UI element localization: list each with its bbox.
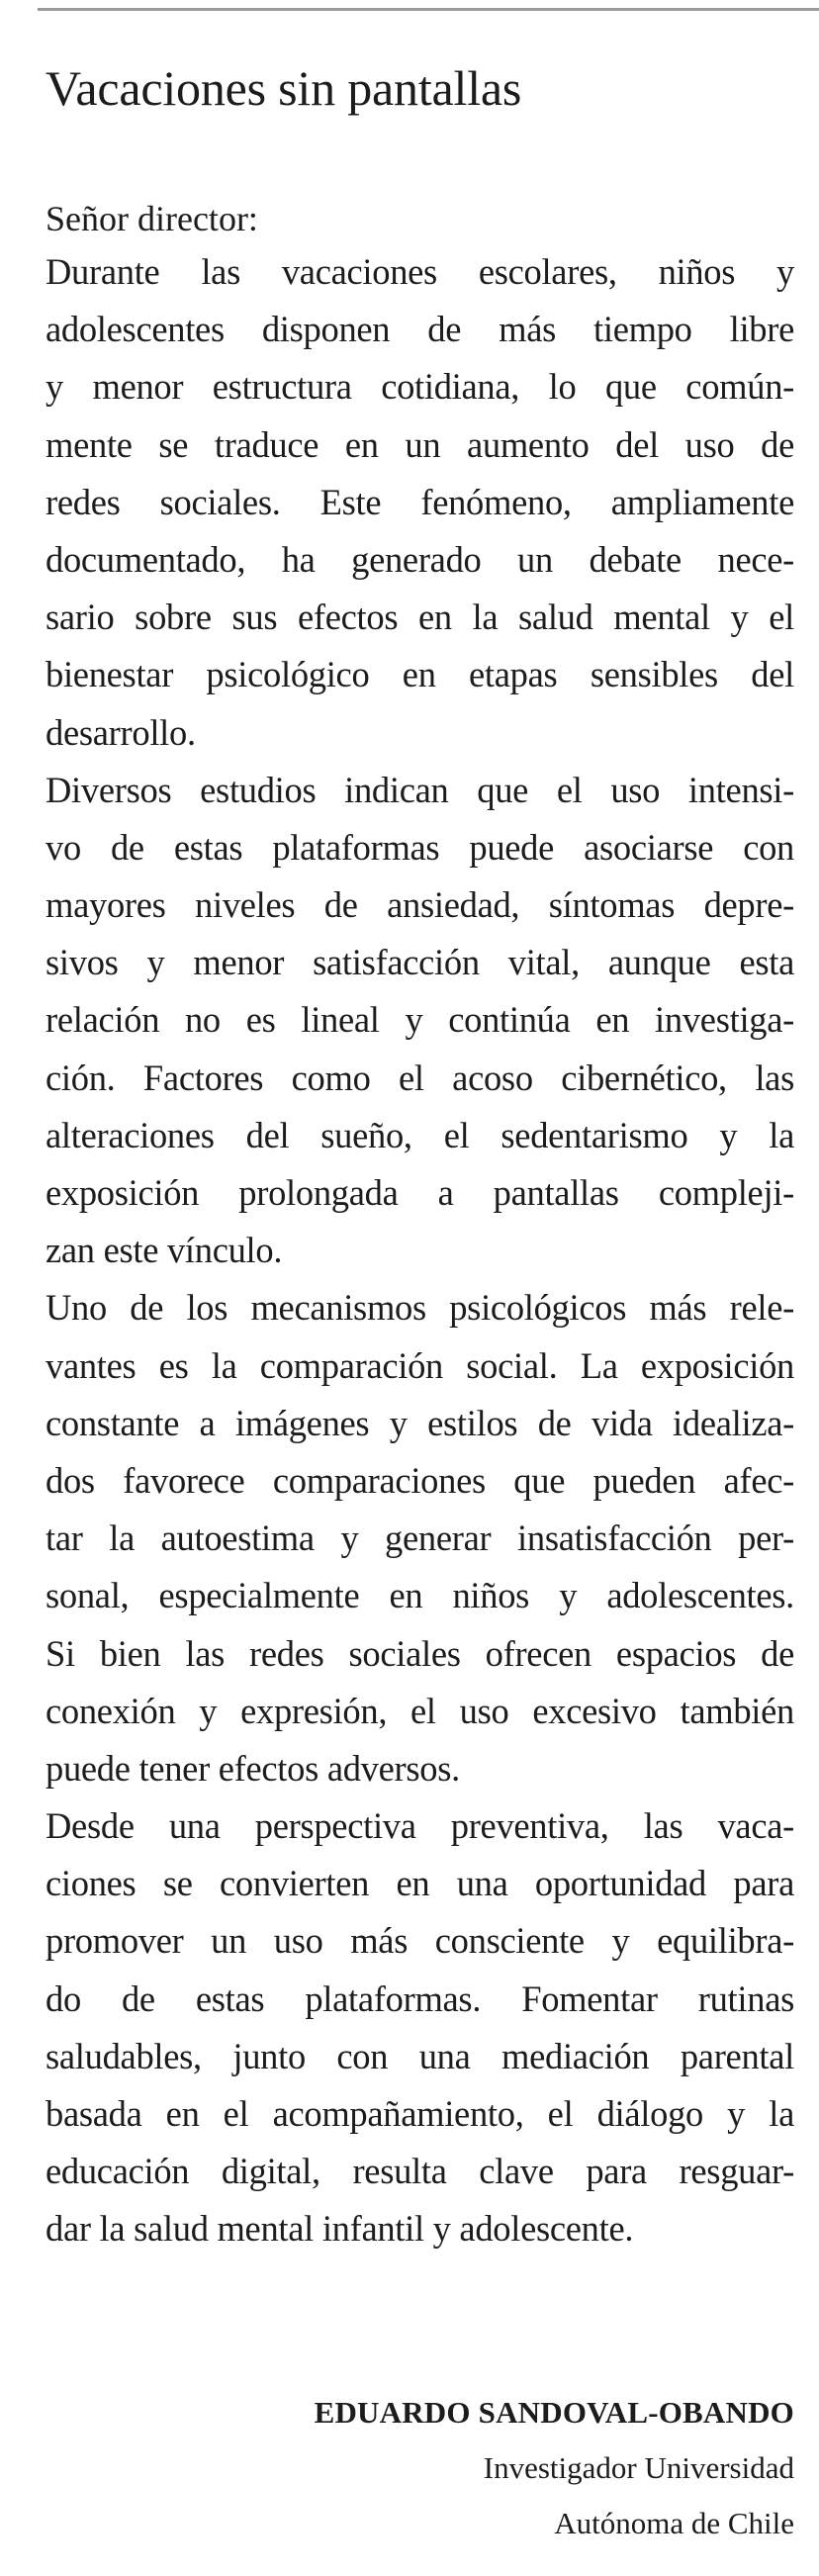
paragraph-line: redes sociales. Este fenómeno, ampliamente — [46, 481, 794, 522]
letter-paragraph — [46, 243, 794, 762]
letter-body — [46, 243, 794, 2258]
paragraph-line: do de estas plataformas. Fomentar rutinas — [46, 1978, 794, 2019]
paragraph-line: documentado, ha generado un debate nece- — [46, 538, 794, 580]
paragraph-line: sario sobre sus efectos en la salud mental y el — [46, 597, 794, 638]
paragraph-line: vo de estas plataformas puede asociarse con — [46, 826, 794, 868]
paragraph-line: educación digital, resulta clave para resguar- — [46, 2151, 794, 2192]
paragraph-line: dar la salud mental infantil y adolescente. — [46, 2208, 634, 2250]
paragraph-line: y menor estructura cotidiana, lo que común- — [46, 366, 794, 408]
paragraph-line: exposición prolongada a pantallas compleji- — [46, 1172, 794, 1213]
author-affiliation: Autónoma de Chile — [554, 2506, 794, 2540]
author-role: Investigador Universidad — [483, 2450, 794, 2485]
paragraph-line: Durante las vacaciones escolares, niños y — [46, 251, 794, 292]
paragraph-line: promover un uso más consciente y equilibra- — [46, 1920, 794, 1962]
letter-paragraph — [46, 1279, 794, 1797]
paragraph-line: Si bien las redes sociales ofrecen espacios de — [46, 1632, 794, 1674]
letter-paragraph — [46, 762, 794, 1280]
paragraph-line: puede tener efectos adversos. — [46, 1747, 460, 1789]
paragraph-line: mente se traduce en un aumento del uso de — [46, 423, 794, 465]
paragraph-line: alteraciones del sueño, el sedentarismo y la — [46, 1114, 794, 1155]
letter-salutation: Señor director: — [46, 199, 258, 238]
paragraph-line: tar la autoestima y generar insatisfacción per- — [46, 1518, 794, 1559]
paragraph-line: Desde una perspectiva preventiva, las vaca- — [46, 1805, 794, 1847]
paragraph-line: Diversos estudios indican que el uso intensi- — [46, 769, 794, 810]
paragraph-line: conexión y expresión, el uso excesivo también — [46, 1690, 794, 1731]
paragraph-line: vantes es la comparación social. La exposición — [46, 1344, 794, 1386]
paragraph-line: ciones se convierten en una oportunidad para — [46, 1863, 794, 1904]
paragraph-line: zan este vínculo. — [46, 1230, 283, 1271]
paragraph-line: Uno de los mecanismos psicológicos más rele- — [46, 1287, 794, 1329]
paragraph-line: bienestar psicológico en etapas sensibles del — [46, 654, 794, 695]
paragraph-line: constante a imágenes y estilos de vida idealiza- — [46, 1402, 794, 1443]
article-title: Vacaciones sin pantallas — [46, 60, 522, 116]
author-name: EDUARDO SANDOVAL-OBANDO — [314, 2395, 794, 2430]
paragraph-line: adolescentes disponen de más tiempo libre — [46, 309, 794, 350]
top-divider — [38, 8, 819, 11]
paragraph-line: dos favorece comparaciones que pueden afec- — [46, 1459, 794, 1501]
paragraph-line: relación no es lineal y continúa en investiga- — [46, 999, 794, 1041]
paragraph-line: basada en el acompañamiento, el diálogo y la — [46, 2093, 794, 2134]
paragraph-line: desarrollo. — [46, 711, 196, 753]
paragraph-line: sonal, especialmente en niños y adolescentes. — [46, 1575, 794, 1616]
letter-paragraph — [46, 1797, 794, 2258]
paragraph-line: saludables, junto con una mediación parental — [46, 2035, 794, 2076]
paragraph-line: sivos y menor satisfacción vital, aunque esta — [46, 942, 794, 983]
paragraph-line: ción. Factores como el acoso cibernético, las — [46, 1057, 794, 1098]
paragraph-line: mayores niveles de ansiedad, síntomas depre- — [46, 884, 794, 926]
signature-block — [315, 2385, 794, 2551]
